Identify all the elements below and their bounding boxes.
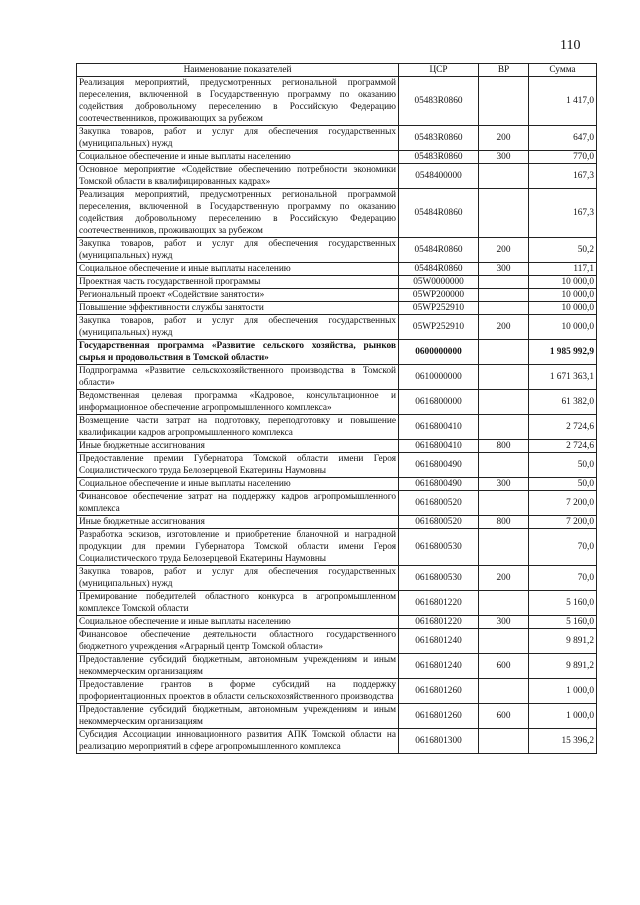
table-row <box>77 478 597 491</box>
table-row <box>77 453 597 478</box>
row-name-cell: Возмещение части затрат на подготовку, переподготовку и повышение квалификации кадров агропромышленного комплекса <box>77 415 399 440</box>
row-csr-cell: 0616801220 <box>399 591 479 616</box>
row-csr-cell: 05483R0860 <box>399 126 479 151</box>
row-csr-cell: 0616800520 <box>399 516 479 529</box>
row-name-cell: Основное мероприятие «Содействие обеспечению потребности экономики Томской области в квалифицированных кадрах» <box>77 164 399 189</box>
table-row <box>77 654 597 679</box>
row-sum-cell: 1 000,0 <box>529 704 597 729</box>
row-sum-cell: 70,0 <box>529 566 597 591</box>
row-name-cell: Предоставление субсидий бюджетным, автономным учреждениям и иным некоммерческим организациям <box>77 704 399 729</box>
row-vr-cell <box>479 276 529 289</box>
row-vr-cell <box>479 302 529 315</box>
table-row <box>77 390 597 415</box>
row-vr-cell <box>479 679 529 704</box>
row-sum-cell: 70,0 <box>529 529 597 566</box>
header-vr: ВР <box>479 64 529 77</box>
row-vr-cell: 300 <box>479 616 529 629</box>
table-row <box>77 629 597 654</box>
table-row <box>77 679 597 704</box>
table-row <box>77 238 597 263</box>
row-csr-cell: 0616800490 <box>399 478 479 491</box>
row-vr-cell <box>479 289 529 302</box>
row-sum-cell: 117,1 <box>529 263 597 276</box>
row-csr-cell: 0616801260 <box>399 679 479 704</box>
row-sum-cell: 5 160,0 <box>529 616 597 629</box>
row-csr-cell: 0616801220 <box>399 616 479 629</box>
row-name-cell: Закупка товаров, работ и услуг для обеспечения государственных (муниципальных) нужд <box>77 126 399 151</box>
row-csr-cell: 05484R0860 <box>399 189 479 238</box>
row-csr-cell: 0600000000 <box>399 340 479 365</box>
table-row <box>77 315 597 340</box>
row-csr-cell: 05W0000000 <box>399 276 479 289</box>
row-name-cell: Финансовое обеспечение деятельности областного государственного бюджетного учреждения «Аграрный центр Томской области» <box>77 629 399 654</box>
row-csr-cell: 0616801240 <box>399 654 479 679</box>
header-csr: ЦСР <box>399 64 479 77</box>
row-vr-cell: 300 <box>479 263 529 276</box>
row-csr-cell: 0616800530 <box>399 529 479 566</box>
row-csr-cell: 0616801300 <box>399 729 479 754</box>
row-vr-cell <box>479 629 529 654</box>
row-sum-cell: 10 000,0 <box>529 302 597 315</box>
row-csr-cell: 0616800490 <box>399 453 479 478</box>
row-sum-cell: 167,3 <box>529 189 597 238</box>
row-name-cell: Государственная программа «Развитие сельского хозяйства, рынков сырья и продовольствия в Томской области» <box>77 340 399 365</box>
row-vr-cell <box>479 390 529 415</box>
row-name-cell: Социальное обеспечение и иные выплаты населению <box>77 263 399 276</box>
table-row <box>77 616 597 629</box>
table-row <box>77 189 597 238</box>
table-row <box>77 77 597 126</box>
row-sum-cell: 9 891,2 <box>529 629 597 654</box>
row-name-cell: Финансовое обеспечение затрат на поддержку кадров агропромышленного комплекса <box>77 491 399 516</box>
row-csr-cell: 05483R0860 <box>399 77 479 126</box>
row-vr-cell <box>479 415 529 440</box>
row-vr-cell: 600 <box>479 654 529 679</box>
row-sum-cell: 167,3 <box>529 164 597 189</box>
table-row <box>77 164 597 189</box>
row-name-cell: Социальное обеспечение и иные выплаты населению <box>77 478 399 491</box>
page-number: 110 <box>560 38 581 53</box>
row-sum-cell: 50,2 <box>529 238 597 263</box>
table-row <box>77 276 597 289</box>
row-csr-cell: 0616801240 <box>399 629 479 654</box>
row-csr-cell: 05483R0860 <box>399 151 479 164</box>
row-csr-cell: 0610000000 <box>399 365 479 390</box>
table-row <box>77 566 597 591</box>
row-name-cell: Проектная часть государственной программы <box>77 276 399 289</box>
row-sum-cell: 7 200,0 <box>529 516 597 529</box>
row-vr-cell: 800 <box>479 516 529 529</box>
row-sum-cell: 10 000,0 <box>529 289 597 302</box>
row-name-cell: Иные бюджетные ассигнования <box>77 516 399 529</box>
row-name-cell: Закупка товаров, работ и услуг для обеспечения государственных (муниципальных) нужд <box>77 566 399 591</box>
row-name-cell: Предоставление грантов в форме субсидий на поддержку профориентационных проектов в области сельскохозяйственного производства <box>77 679 399 704</box>
table-row <box>77 302 597 315</box>
row-csr-cell: 0616800410 <box>399 415 479 440</box>
row-vr-cell <box>479 491 529 516</box>
row-vr-cell <box>479 164 529 189</box>
row-name-cell: Закупка товаров, работ и услуг для обеспечения государственных (муниципальных) нужд <box>77 238 399 263</box>
table-row <box>77 491 597 516</box>
row-vr-cell: 200 <box>479 238 529 263</box>
row-sum-cell: 50,0 <box>529 453 597 478</box>
row-sum-cell: 50,0 <box>529 478 597 491</box>
budget-table <box>76 63 597 754</box>
table-row <box>77 516 597 529</box>
table-row <box>77 126 597 151</box>
row-name-cell: Премирование победителей областного конкурса в агропромышленном комплексе Томской области <box>77 591 399 616</box>
row-sum-cell: 7 200,0 <box>529 491 597 516</box>
row-sum-cell: 1 417,0 <box>529 77 597 126</box>
row-csr-cell: 05484R0860 <box>399 238 479 263</box>
row-name-cell: Иные бюджетные ассигнования <box>77 440 399 453</box>
row-name-cell: Подпрограмма «Развитие сельскохозяйственного производства в Томской области» <box>77 365 399 390</box>
row-vr-cell: 300 <box>479 478 529 491</box>
row-name-cell: Ведомственная целевая программа «Кадровое, консультационное и информационное обеспечение агропромышленного комплекса» <box>77 390 399 415</box>
table-row <box>77 340 597 365</box>
row-vr-cell <box>479 189 529 238</box>
row-name-cell: Разработка эскизов, изготовление и приобретение бланочной и наградной продукции для премии Губернатора Томской области имени Героя Социалистического труда Белозерцевой Екатерины Наумовны <box>77 529 399 566</box>
row-vr-cell <box>479 77 529 126</box>
row-sum-cell: 1 985 992,9 <box>529 340 597 365</box>
table-row <box>77 591 597 616</box>
row-csr-cell: 05WP252910 <box>399 315 479 340</box>
row-csr-cell: 05WP252910 <box>399 302 479 315</box>
row-name-cell: Региональный проект «Содействие занятости» <box>77 289 399 302</box>
row-vr-cell: 300 <box>479 151 529 164</box>
row-csr-cell: 0616800520 <box>399 491 479 516</box>
row-csr-cell: 0616800530 <box>399 566 479 591</box>
table-row <box>77 729 597 754</box>
row-vr-cell: 800 <box>479 440 529 453</box>
table-row <box>77 263 597 276</box>
row-name-cell: Повышение эффективности службы занятости <box>77 302 399 315</box>
row-sum-cell: 770,0 <box>529 151 597 164</box>
row-vr-cell <box>479 365 529 390</box>
row-name-cell: Субсидия Ассоциации инновационного развития АПК Томской области на реализацию мероприятий в сфере агропромышленного комплекса <box>77 729 399 754</box>
row-vr-cell <box>479 340 529 365</box>
table-row <box>77 529 597 566</box>
row-csr-cell: 0548400000 <box>399 164 479 189</box>
row-name-cell: Реализация мероприятий, предусмотренных региональной программой переселения, включенной в Государственную программу по оказанию содействия добровольному переселению в Российскую Федерацию соотечественников, проживающих за рубежом <box>77 189 399 238</box>
row-vr-cell: 600 <box>479 704 529 729</box>
row-name-cell: Социальное обеспечение и иные выплаты населению <box>77 616 399 629</box>
row-sum-cell: 61 382,0 <box>529 390 597 415</box>
table-row <box>77 151 597 164</box>
row-name-cell: Предоставление премии Губернатора Томской области имени Героя Социалистического труда Белозерцевой Екатерины Наумовны <box>77 453 399 478</box>
row-sum-cell: 1 000,0 <box>529 679 597 704</box>
row-csr-cell: 0616800410 <box>399 440 479 453</box>
table-row <box>77 415 597 440</box>
row-csr-cell: 0616800000 <box>399 390 479 415</box>
table-row <box>77 440 597 453</box>
row-name-cell: Закупка товаров, работ и услуг для обеспечения государственных (муниципальных) нужд <box>77 315 399 340</box>
row-vr-cell: 200 <box>479 126 529 151</box>
row-sum-cell: 2 724,6 <box>529 440 597 453</box>
row-sum-cell: 647,0 <box>529 126 597 151</box>
row-vr-cell: 200 <box>479 315 529 340</box>
row-sum-cell: 9 891,2 <box>529 654 597 679</box>
row-sum-cell: 10 000,0 <box>529 315 597 340</box>
table-header-row <box>77 64 597 77</box>
row-sum-cell: 2 724,6 <box>529 415 597 440</box>
row-sum-cell: 1 671 363,1 <box>529 365 597 390</box>
row-vr-cell <box>479 591 529 616</box>
row-name-cell: Предоставление субсидий бюджетным, автономным учреждениям и иным некоммерческим организациям <box>77 654 399 679</box>
row-sum-cell: 15 396,2 <box>529 729 597 754</box>
row-vr-cell: 200 <box>479 566 529 591</box>
row-vr-cell <box>479 729 529 754</box>
row-csr-cell: 05484R0860 <box>399 263 479 276</box>
header-sum: Сумма <box>529 64 597 77</box>
row-vr-cell <box>479 453 529 478</box>
header-name: Наименование показателей <box>77 64 399 77</box>
row-sum-cell: 5 160,0 <box>529 591 597 616</box>
table-row <box>77 365 597 390</box>
row-name-cell: Реализация мероприятий, предусмотренных региональной программой переселения, включенной в Государственную программу по оказанию содействия добровольному переселению в Российскую Федерацию соотечественников, проживающих за рубежом <box>77 77 399 126</box>
table-row <box>77 704 597 729</box>
table-row <box>77 289 597 302</box>
row-vr-cell <box>479 529 529 566</box>
row-csr-cell: 05WP200000 <box>399 289 479 302</box>
row-sum-cell: 10 000,0 <box>529 276 597 289</box>
row-name-cell: Социальное обеспечение и иные выплаты населению <box>77 151 399 164</box>
row-csr-cell: 0616801260 <box>399 704 479 729</box>
